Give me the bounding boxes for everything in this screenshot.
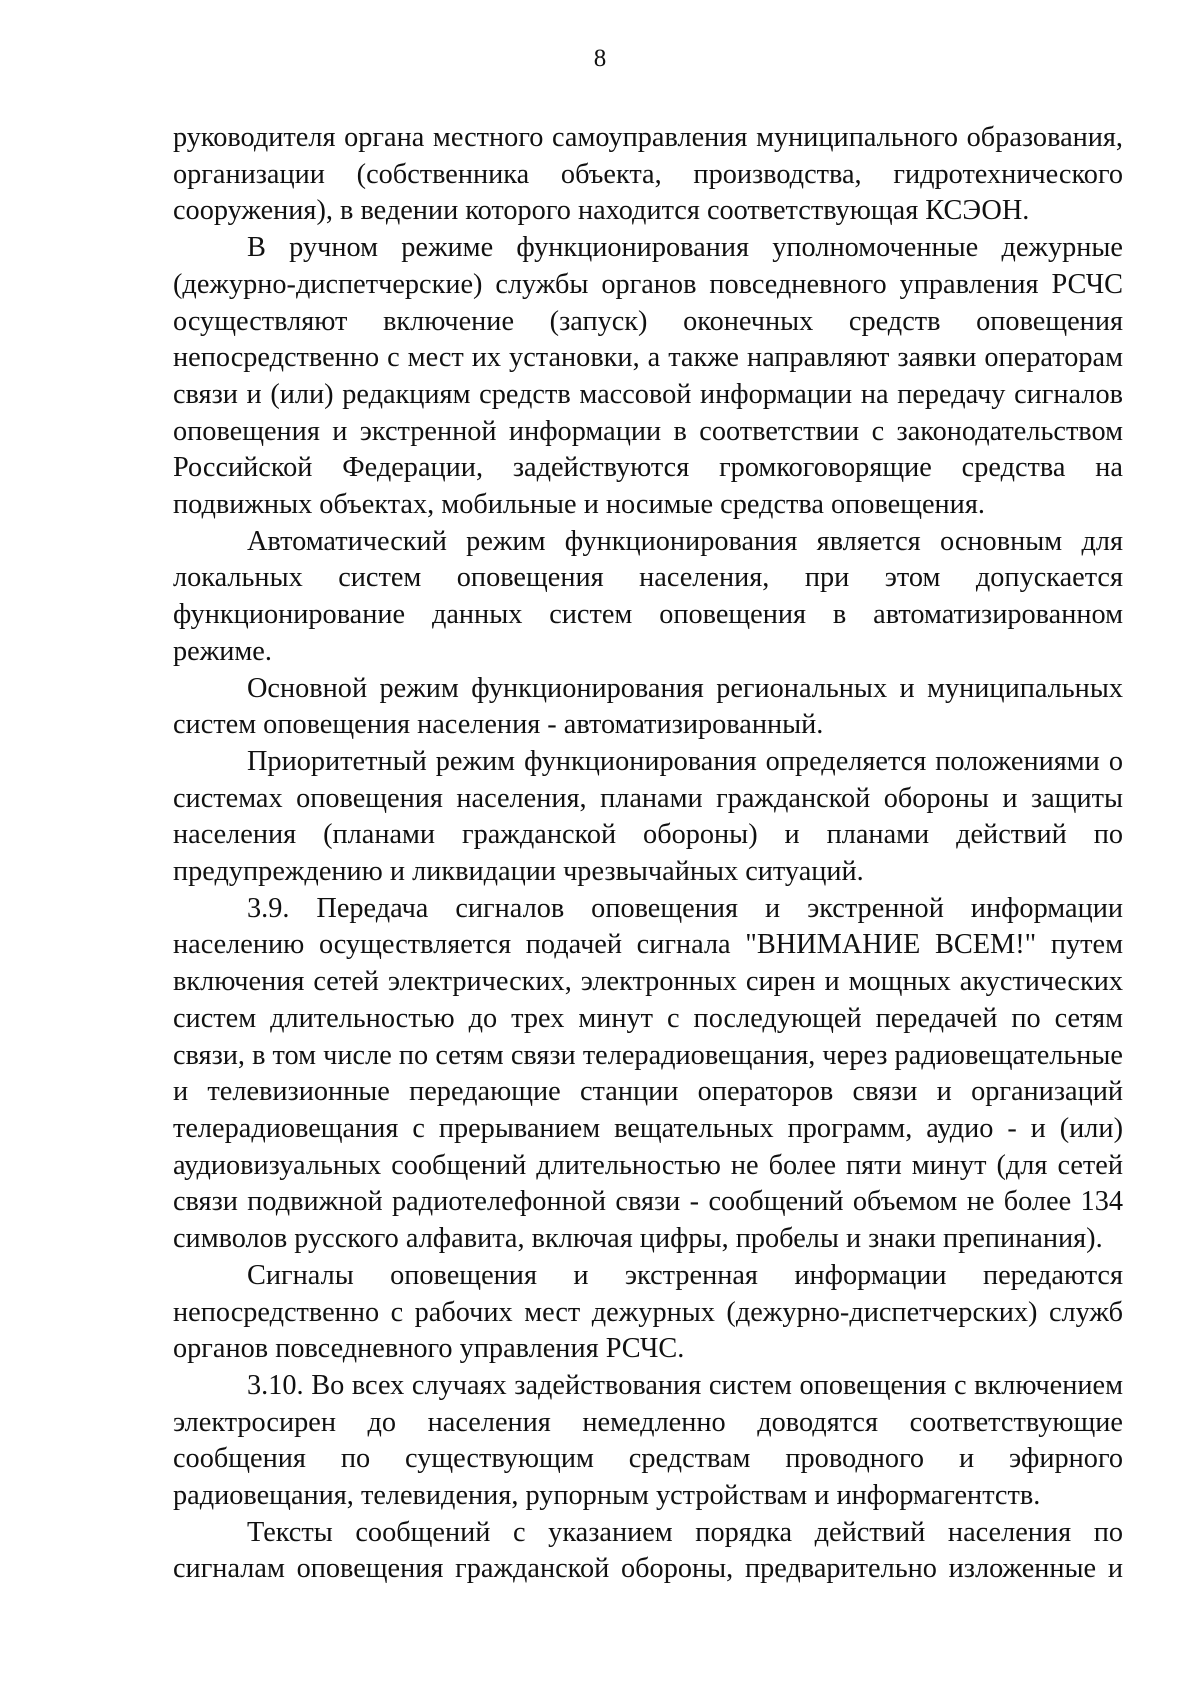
page-number: 8 xyxy=(593,45,607,72)
paragraph-continuation: руководителя органа местного самоуправления муниципального образования, организации (собственника объекта, производства, гидротехнического сооружения), в ведении которого находится соответствующая КСЭОН. xyxy=(173,122,1123,227)
paragraph-priority-mode: Приоритетный режим функционирования определяется положениями о системах оповещения населения, планами гражданской обороны и защиты населения (планами гражданской обороны) и планами действий по предупреждению и ликвидации чрезвычайных ситуаций. xyxy=(173,745,1123,888)
paragraph-section-3-10: 3.10. Во всех случаях задействования систем оповещения с включением электросирен до населения немедленно доводятся соответствующие сообщения по существующим средствам проводного и эфирного радиовещания, телевидения, рупорным устройствам и информагентств. xyxy=(173,1369,1123,1512)
paragraph-message-texts: Тексты сообщений с указанием порядка действий населения по сигналам оповещения гражданской обороны, предварительно изложенные и xyxy=(173,1516,1123,1585)
paragraph-section-3-9: 3.9. Передача сигналов оповещения и экстренной информации населению осуществляется подачей сигнала "ВНИМАНИЕ ВСЕМ!" путем включения сетей электрических, электронных сирен и мощных акустических систем длительностью до трех минут с последующей передачей по сетям связи, в том числе по сетям связи телерадиовещания, через радиовещательные и телевизионные передающие станции операторов связи и организаций телерадиовещания с прерыванием вещательных программ, аудио - и (или) аудиовизуальных сообщений длительностью не более пяти минут (для сетей связи подвижной радиотелефонной связи - сообщений объемом не более 134 символов русского алфавита, включая цифры, пробелы и знаки препинания). xyxy=(173,892,1123,1255)
paragraph-automatic-mode: Автоматический режим функционирования является основным для локальных систем оповещения населения, при этом допускается функционирование данных систем оповещения в автоматизированном режиме. xyxy=(173,525,1123,667)
paragraph-main-mode: Основной режим функционирования региональных и муниципальных систем оповещения населения - автоматизированный. xyxy=(173,672,1123,741)
paragraph-manual-mode: В ручном режиме функционирования уполномоченные дежурные (дежурно-диспетчерские) службы органов повседневного управления РСЧС осуществляют включение (запуск) оконечных средств оповещения непосредственно с мест их установки, а также направляют заявки операторам связи и (или) редакциям средств массовой информации на передачу сигналов оповещения и экстренной информации в соответствии с законодательством Российской Федерации, задействуются громкоговорящие средства на подвижных объектах, мобильные и носимые средства оповещения. xyxy=(173,232,1123,521)
paragraph-signals: Сигналы оповещения и экстренная информации передаются непосредственно с рабочих мест дежурных (дежурно-диспетчерских) служб органов повседневного управления РСЧС. xyxy=(173,1259,1123,1365)
document-body xyxy=(173,120,1123,1588)
